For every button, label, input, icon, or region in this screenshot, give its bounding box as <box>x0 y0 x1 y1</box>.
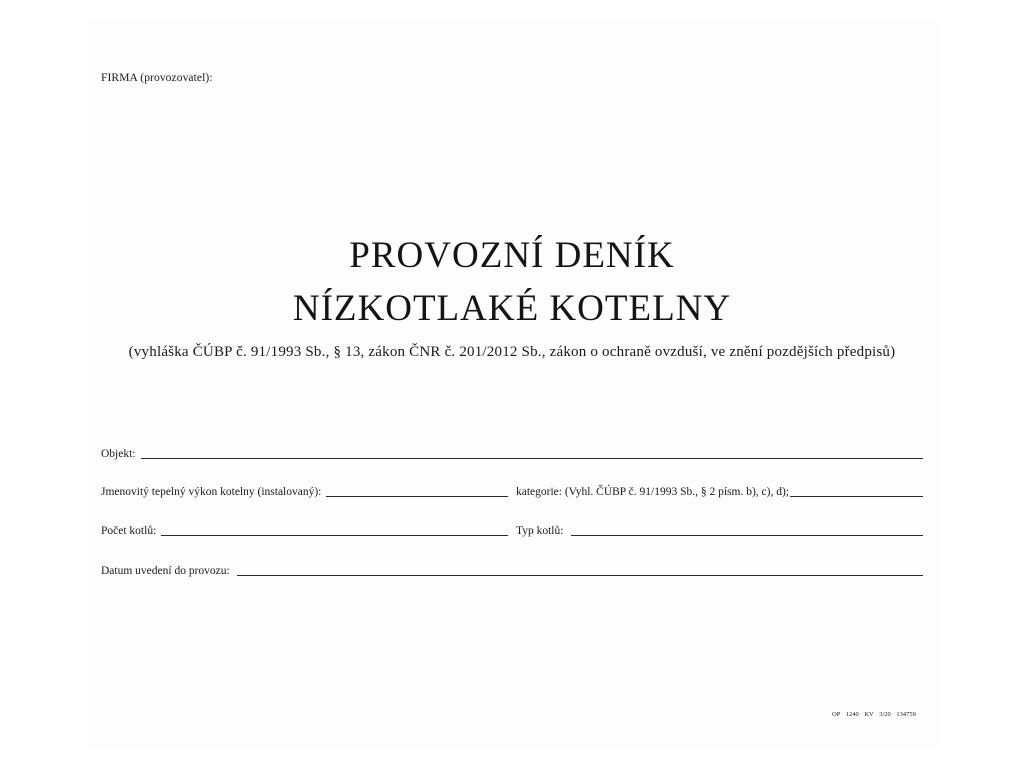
footer-form-code: OP 1240 KV 3/20 134759 <box>832 711 916 718</box>
field-vykon <box>101 484 508 500</box>
typ-line[interactable] <box>571 535 923 536</box>
title-line-1: PROVOZNÍ DENÍK <box>349 235 675 276</box>
field-pocet <box>101 523 508 539</box>
pocet-label: Počet kotlů: <box>101 525 157 537</box>
firma-label: FIRMA (provozovatel): <box>101 72 213 84</box>
vykon-label: Jmenovitý tepelný výkon kotelny (instalovaný): <box>101 486 322 498</box>
datum-label: Datum uvedení do provozu: <box>101 565 230 577</box>
typ-label: Typ kotlů: <box>516 525 564 537</box>
field-datum <box>101 563 923 579</box>
field-kategorie <box>516 484 923 500</box>
pocet-line[interactable] <box>161 535 508 536</box>
datum-line[interactable] <box>237 575 923 576</box>
field-typ <box>516 523 923 539</box>
document-sheet <box>88 22 940 746</box>
vykon-line[interactable] <box>326 496 508 497</box>
title-line-2: NÍZKOTLAKÉ KOTELNY <box>292 288 732 329</box>
field-objekt <box>101 446 923 462</box>
kategorie-label: kategorie: (Vyhl. ČÚBP č. 91/1993 Sb., § 2 písm. b), c), d); <box>516 486 789 498</box>
kategorie-line[interactable] <box>790 496 923 497</box>
objekt-line[interactable] <box>141 458 924 459</box>
objekt-label: Objekt: <box>101 448 136 460</box>
subtitle: (vyhláška ČÚBP č. 91/1993 Sb., § 13, zákon ČNR č. 201/2012 Sb., zákon o ochraně ovzduší, ve znění pozdějších předpisů) <box>128 344 896 360</box>
